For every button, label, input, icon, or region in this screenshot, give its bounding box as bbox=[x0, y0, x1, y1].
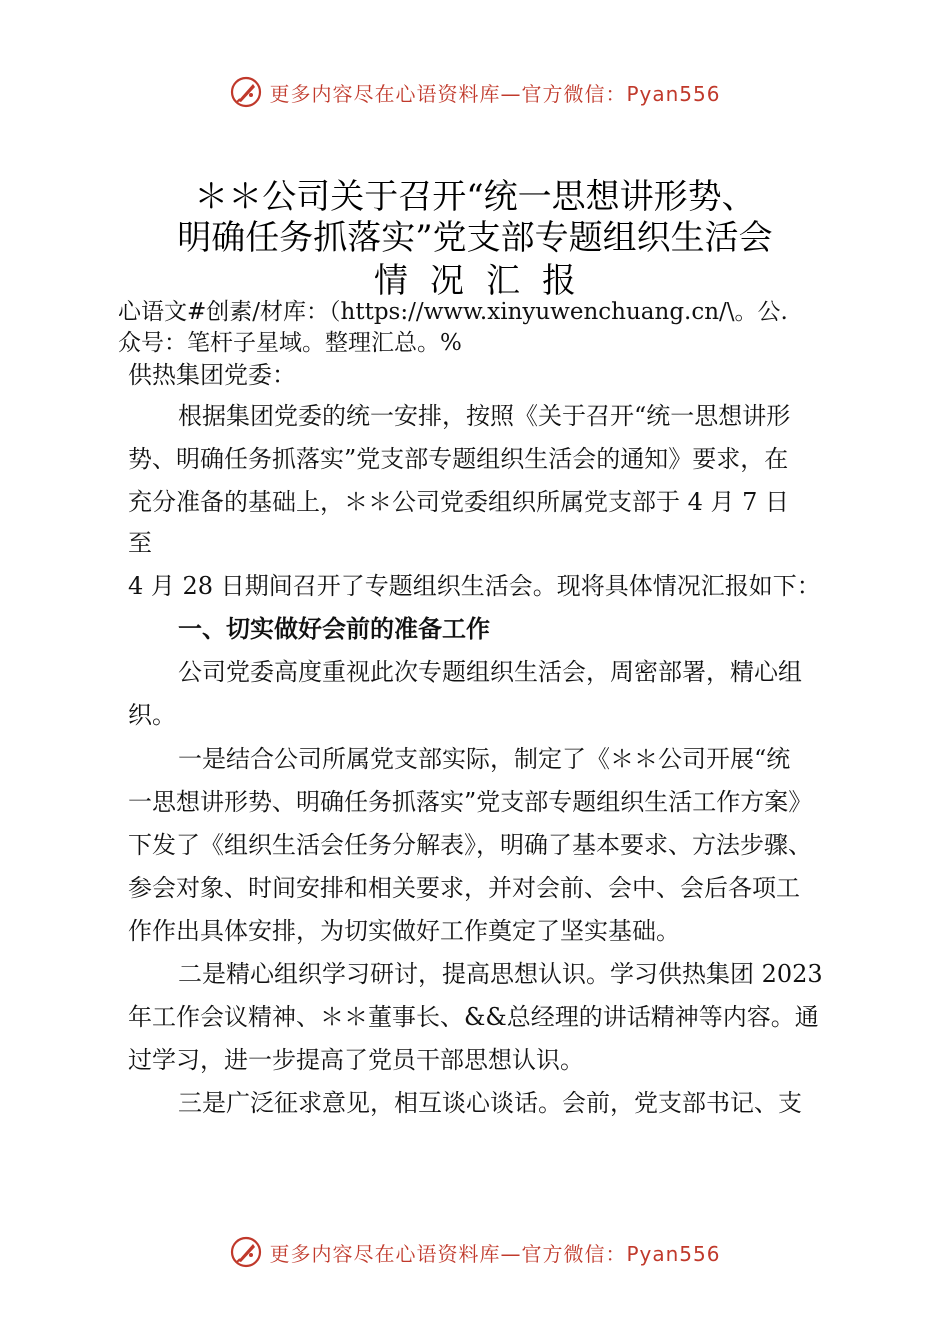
source-line-1: 心语文#创素/材库：（https://www.xinyuwenchuang.cn/\。公. bbox=[118, 299, 788, 325]
body-line: 一是结合公司所属党支部实际，制定了《＊＊公司开展“统 bbox=[178, 745, 791, 773]
body-line: 充分准备的基础上，＊＊公司党委组织所属党支部于 4 月 7 日 bbox=[128, 488, 790, 516]
body-line: 4 月 28 日期间召开了专题组织生活会。现将具体情况汇报如下： bbox=[128, 572, 821, 600]
watermark-text: 更多内容尽在心语资料库—官方微信：Pyan556 bbox=[269, 1241, 721, 1266]
body-line: 至 bbox=[128, 529, 152, 557]
watermark-banner-top bbox=[0, 72, 950, 112]
doc-title-line-1: ＊＊公司关于召开“统一思想讲形势、 bbox=[194, 177, 756, 217]
body-line: 过学习，进一步提高了党员干部思想认识。 bbox=[128, 1046, 584, 1074]
body-line: 年工作会议精神、＊＊董事长、&&总经理的讲话精神等内容。通 bbox=[128, 1003, 819, 1031]
body-line: 根据集团党委的统一安排，按照《关于召开“统一思想讲形 bbox=[178, 402, 791, 430]
body-line: 公司党委高度重视此次专题组织生活会，周密部署，精心组 bbox=[178, 658, 802, 686]
addressee: 供热集团党委： bbox=[128, 361, 296, 389]
feather-pen-seal-icon bbox=[229, 75, 263, 109]
feather-pen-seal-icon bbox=[229, 1235, 263, 1269]
body-line: 二是精心组织学习研讨，提高思想认识。学习供热集团 2023 bbox=[178, 960, 823, 988]
source-line-2: 众号：笔杆子星域。整理汇总。% bbox=[118, 330, 462, 356]
body-line: 下发了《组织生活会任务分解表》，明确了基本要求、方法步骤、 bbox=[128, 831, 812, 859]
doc-title-line-3: 情况汇报 bbox=[374, 261, 598, 301]
body-line: 三是广泛征求意见，相互谈心谈话。会前，党支部书记、支 bbox=[178, 1089, 802, 1117]
body-line: 参会对象、时间安排和相关要求，并对会前、会中、会后各项工 bbox=[128, 874, 800, 902]
body-line: 一思想讲形势、明确任务抓落实”党支部专题组织生活工作方案》 bbox=[128, 788, 813, 816]
doc-title-line-2: 明确任务抓落实”党支部专题组织生活会 bbox=[177, 218, 773, 258]
body-line: 织。 bbox=[128, 701, 176, 729]
watermark-text: 更多内容尽在心语资料库—官方微信：Pyan556 bbox=[269, 81, 721, 106]
body-line: 作作出具体安排，为切实做好工作奠定了坚实基础。 bbox=[128, 917, 680, 945]
section-heading: 一、切实做好会前的准备工作 bbox=[178, 615, 490, 643]
body-line: 势、明确任务抓落实”党支部专题组织生活会的通知》要求，在 bbox=[128, 445, 789, 473]
watermark-banner-bottom bbox=[0, 1232, 950, 1272]
